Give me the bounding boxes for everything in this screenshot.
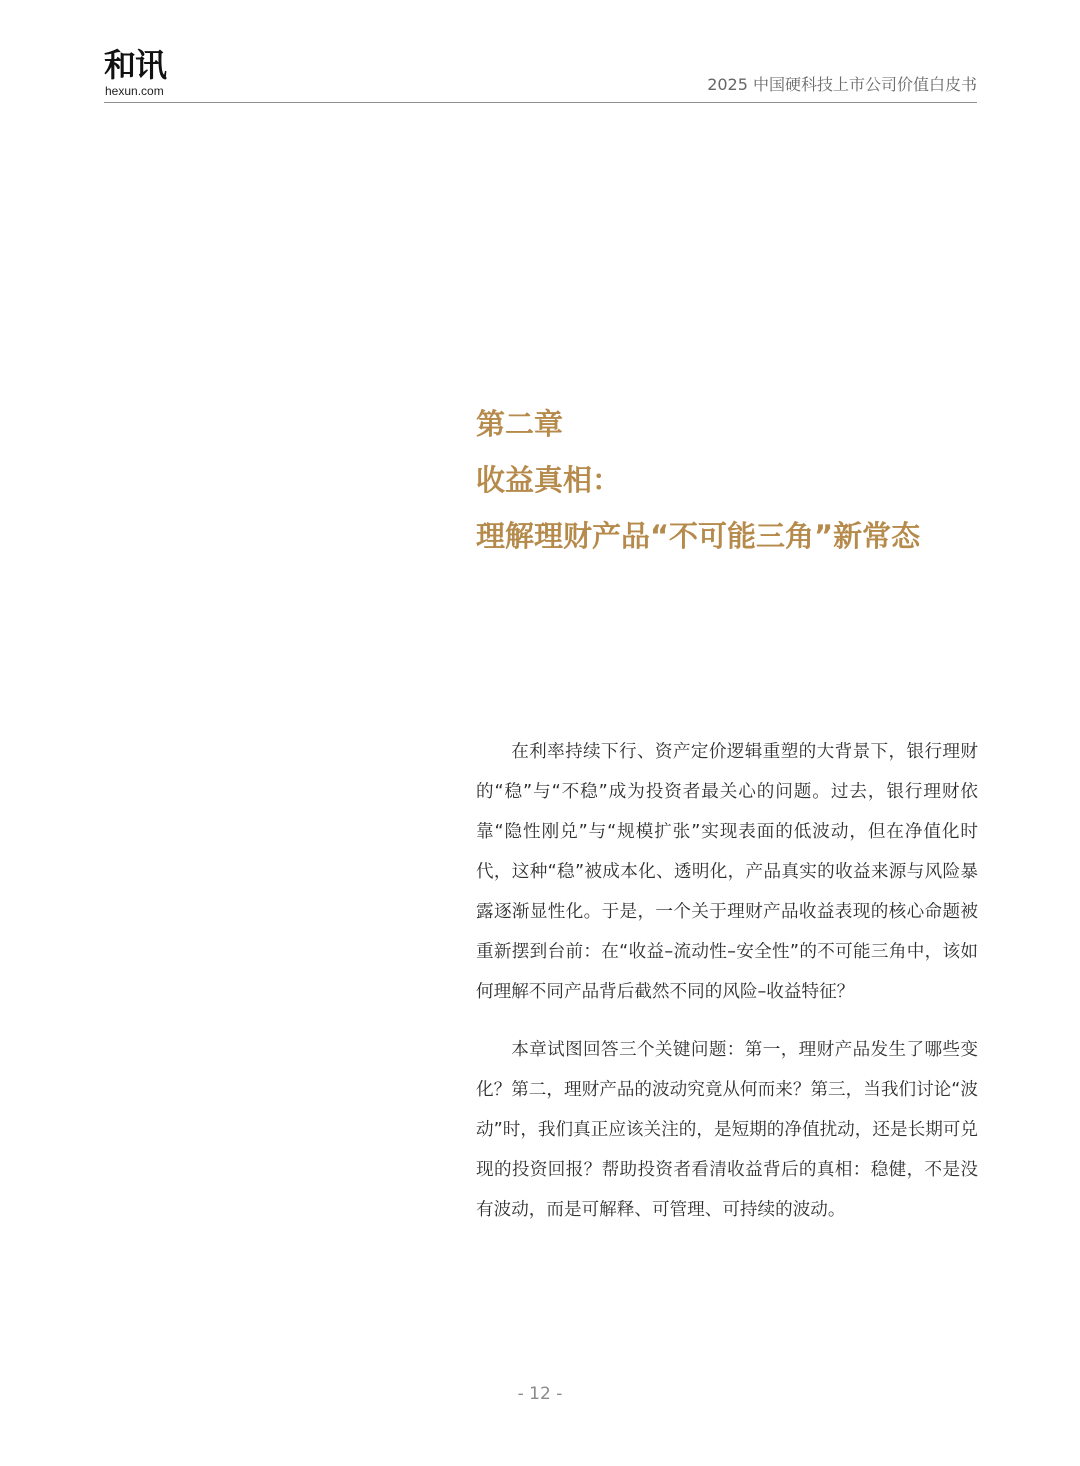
document-title: 2025 中国硬科技上市公司价值白皮书 [707,75,977,94]
chapter-intro [476,732,978,1248]
intro-paragraph: 本章试图回答三个关键问题：第一，理财产品发生了哪些变化？第二，理财产品的波动究竟从何而来？第三，当我们讨论“波动”时，我们真正应该关注的，是短期的净值扰动，还是长期可兑现的投资回报？帮助投资者看清收益背后的真相：稳健，不是没有波动，而是可解释、可管理、可持续的波动。 [476,1040,978,1220]
chapter-title: 收益真相： [476,463,622,497]
logo-domain: hexun.com [105,84,164,98]
logo-wordmark: 和讯 [104,46,167,84]
intro-paragraph: 在利率持续下行、资产定价逻辑重塑的大背景下，银行理财的“稳”与“不稳”成为投资者最关心的问题。过去，银行理财依靠“隐性刚兑”与“规模扩张”实现表面的低波动，但在净值化时代，这种“稳”被成本化、透明化，产品真实的收益来源与风险暴露逐渐显性化。于是，一个关于理财产品收益表现的核心命题被重新摆到台前：在“收益–流动性–安全性”的不可能三角中，该如何理解不同产品背后截然不同的风险–收益特征？ [476,742,978,1002]
chapter-subtitle: 理解理财产品“不可能三角”新常态 [476,519,921,553]
page-number: - 12 - [517,1384,563,1404]
chapter-number: 第二章 [476,407,564,441]
page-header [104,44,977,103]
hexun-logo [104,48,184,100]
chapter-heading [476,396,986,564]
